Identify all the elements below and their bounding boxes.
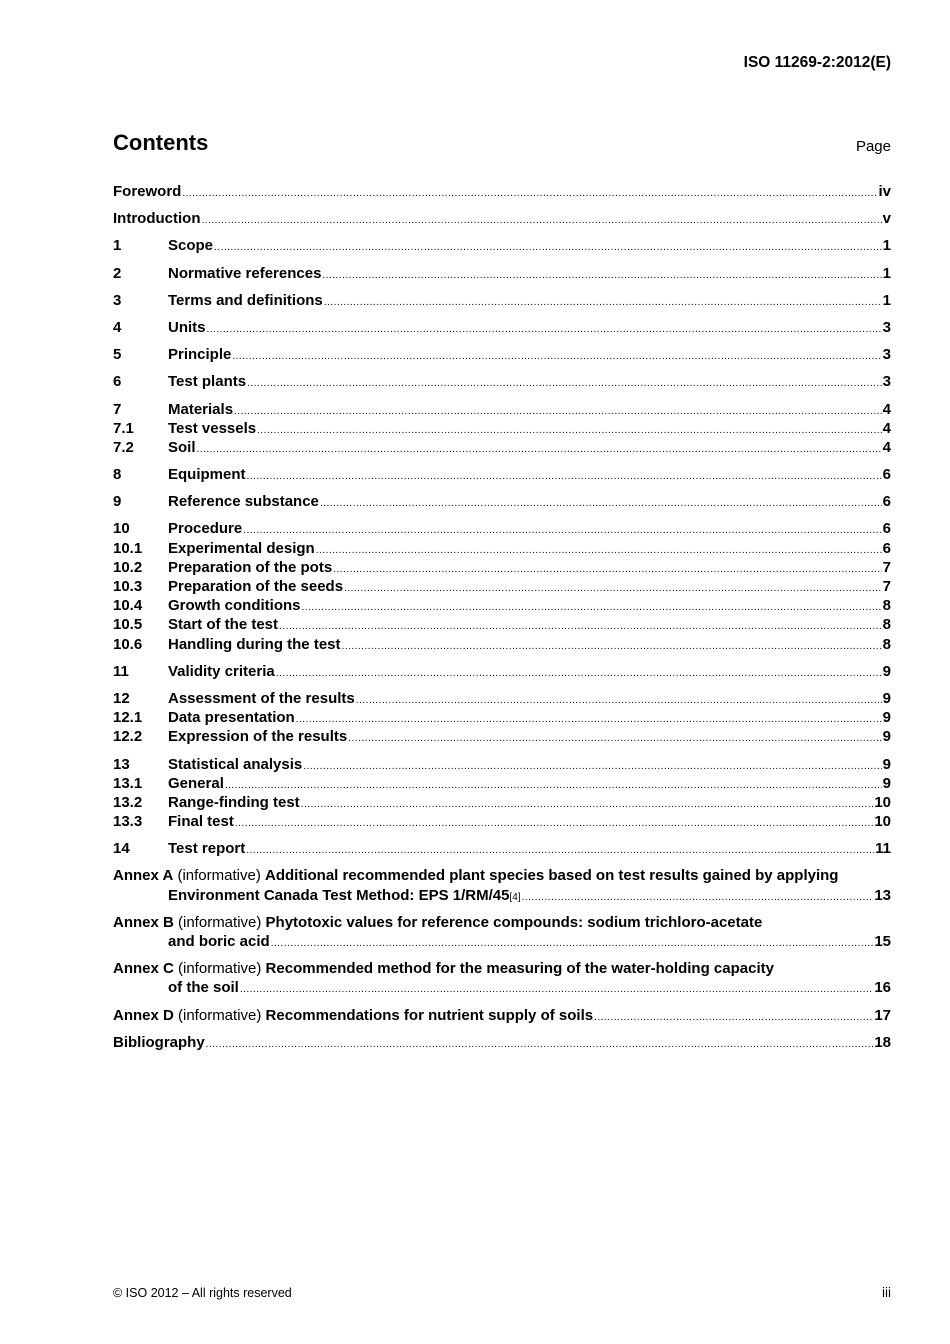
toc-group xyxy=(113,372,891,391)
toc-group xyxy=(113,400,891,458)
toc-entry-page: 11 xyxy=(875,840,891,858)
toc-leader-dots xyxy=(206,1035,874,1054)
annex-title-line xyxy=(113,866,891,885)
toc-entry[interactable] xyxy=(113,755,891,774)
toc-entry-number: 7 xyxy=(113,400,122,418)
toc-annex[interactable] xyxy=(113,959,891,997)
toc-entry-page: 16 xyxy=(874,979,891,997)
toc-entry-label: Preparation of the pots xyxy=(168,558,333,576)
toc-entry-page: 9 xyxy=(882,689,891,707)
toc-entry-page: 7 xyxy=(882,578,891,595)
annex-prefix: Annex B xyxy=(113,913,174,931)
annex-prefix: Annex A xyxy=(113,867,174,885)
toc-entry[interactable] xyxy=(113,727,891,746)
toc-leader-dots xyxy=(320,494,882,513)
annex-title-continued: and boric acid xyxy=(168,933,270,950)
toc-entry-number: 10.5 xyxy=(113,616,143,634)
toc-entry-label: Test vessels xyxy=(168,419,257,437)
annex-title: Phytotoxic values for reference compounds: sodium trichloro-acetate xyxy=(265,913,763,931)
toc-entry[interactable] xyxy=(113,615,891,634)
toc-leader-dots xyxy=(201,211,881,230)
toc-entry-page: 13 xyxy=(874,886,891,904)
toc-entry[interactable] xyxy=(113,419,891,438)
annex-title-line xyxy=(113,1006,891,1025)
toc-entry-page: 18 xyxy=(874,1033,891,1051)
toc-entry[interactable] xyxy=(113,662,891,681)
toc-group xyxy=(113,519,891,653)
toc-entry[interactable] xyxy=(113,689,891,708)
toc-leader-dots xyxy=(235,814,873,833)
annex-informative-note: (informative) xyxy=(178,913,262,931)
toc-leader-dots xyxy=(182,184,877,203)
toc-entry[interactable] xyxy=(113,438,891,457)
toc-leader-dots xyxy=(301,795,874,814)
toc-entry[interactable] xyxy=(113,774,891,793)
toc-annex[interactable] xyxy=(113,1006,891,1025)
toc-leader-dots xyxy=(240,980,873,999)
toc-entry[interactable] xyxy=(113,236,891,255)
toc-entry-number: 3 xyxy=(113,291,122,309)
toc-entry-label: Principle xyxy=(168,346,232,364)
toc-entry[interactable] xyxy=(113,209,891,228)
toc-leader-dots xyxy=(197,440,882,459)
toc-entry-label: Foreword xyxy=(113,183,182,200)
toc-entry-number: 13.2 xyxy=(113,793,143,811)
annex-title-continued: of the soil xyxy=(168,979,239,997)
toc-entry-page: 6 xyxy=(882,539,891,557)
toc-entry-label: Range-finding test xyxy=(168,793,300,811)
toc-entry[interactable] xyxy=(113,372,891,391)
toc-entry-label: Statistical analysis xyxy=(168,755,303,773)
footer-copyright: © ISO 2012 – All rights reserved xyxy=(113,1286,292,1300)
toc-entry-page: 4 xyxy=(882,438,891,456)
toc-group xyxy=(113,264,891,283)
toc-entry-page: 9 xyxy=(882,728,891,746)
toc-entry[interactable] xyxy=(113,400,891,419)
toc-entry-label: Introduction xyxy=(113,210,201,228)
toc-entry-page: 17 xyxy=(874,1006,891,1024)
annex-prefix: Annex D xyxy=(113,1006,174,1024)
toc-group xyxy=(113,839,891,858)
toc-leader-dots xyxy=(322,266,881,285)
toc-entry-page: 8 xyxy=(882,635,891,653)
toc-entry-label: Materials xyxy=(168,400,234,418)
toc-leader-dots xyxy=(214,238,882,257)
toc-entry-label: Growth conditions xyxy=(168,597,301,615)
toc-entry-page: 9 xyxy=(882,774,891,792)
annex-prefix: Annex C xyxy=(113,960,174,978)
toc-leader-dots xyxy=(207,320,882,339)
table-of-contents xyxy=(113,182,891,1060)
toc-entry-page: 4 xyxy=(882,400,891,418)
toc-entry-number: 13.1 xyxy=(113,774,143,792)
toc-annex[interactable] xyxy=(113,913,891,951)
toc-entry-label: Normative references xyxy=(168,264,322,282)
page-title: Contents xyxy=(113,130,209,155)
toc-group xyxy=(113,492,891,511)
toc-leader-dots xyxy=(232,347,881,366)
toc-leader-dots xyxy=(247,374,882,393)
toc-entry-page: iv xyxy=(878,183,891,200)
annex-title-line xyxy=(113,959,891,978)
toc-entry-page: 6 xyxy=(882,466,891,484)
toc-entry-number: 13.3 xyxy=(113,813,143,831)
toc-leader-dots xyxy=(303,757,881,776)
toc-entry-page: 6 xyxy=(882,493,891,511)
toc-leader-dots xyxy=(257,421,882,440)
toc-entry-number: 11 xyxy=(113,662,129,680)
toc-entry-page: 1 xyxy=(882,264,891,282)
toc-leader-dots xyxy=(324,293,882,312)
toc-entry-number: 10.4 xyxy=(113,597,143,615)
toc-entry-label: Reference substance xyxy=(168,493,319,511)
document-id: ISO 11269-2:2012(E) xyxy=(743,54,891,71)
toc-entry[interactable] xyxy=(113,264,891,283)
toc-group xyxy=(113,318,891,337)
footer-page-number: iii xyxy=(882,1285,891,1300)
toc-entry[interactable] xyxy=(113,635,891,654)
toc-entry-number: 2 xyxy=(113,264,122,282)
toc-group xyxy=(113,689,891,747)
toc-leader-dots xyxy=(356,691,882,710)
toc-entry-page: 1 xyxy=(882,291,891,309)
toc-entry-page: 10 xyxy=(874,813,891,831)
toc-entry-page: 4 xyxy=(882,419,891,437)
toc-entry-number: 13 xyxy=(113,755,130,773)
toc-entry-page: 9 xyxy=(882,755,891,773)
toc-group xyxy=(113,1033,891,1052)
toc-leader-dots xyxy=(522,888,874,907)
toc-entry-page: 1 xyxy=(882,237,891,255)
toc-entry-label: Experimental design xyxy=(168,539,315,557)
toc-leader-dots xyxy=(316,541,882,560)
toc-entry-page: 9 xyxy=(882,709,891,727)
toc-entry[interactable] xyxy=(113,558,891,577)
toc-entry-label: Bibliography xyxy=(113,1033,205,1051)
toc-entry[interactable] xyxy=(113,492,891,511)
toc-entry-page: 15 xyxy=(874,933,891,950)
toc-entry-label: Terms and definitions xyxy=(168,291,323,309)
toc-entry-label: Soil xyxy=(168,438,196,456)
toc-entry-number: 10.2 xyxy=(113,558,143,576)
annex-informative-note: (informative) xyxy=(178,960,262,978)
toc-leader-dots xyxy=(246,841,874,860)
annex-title-line xyxy=(113,913,891,932)
toc-entry-bibliography[interactable] xyxy=(113,1033,891,1052)
annex-title-line: Environment Canada Test Method: EPS 1/RM/45 [4] ..... 13 xyxy=(113,886,891,905)
toc-entry-label: Equipment xyxy=(168,466,246,484)
toc-leader-dots xyxy=(247,467,882,486)
toc-entry-label: Validity criteria xyxy=(168,662,275,680)
toc-entry-label: General xyxy=(168,774,224,792)
toc-entry[interactable] xyxy=(113,465,891,484)
toc-entry[interactable] xyxy=(113,577,891,596)
toc-entry-page: 8 xyxy=(882,616,891,634)
page-column-label: Page xyxy=(855,138,891,155)
toc-leader-dots xyxy=(594,1008,873,1027)
toc-entry[interactable] xyxy=(113,812,891,831)
toc-entry[interactable] xyxy=(113,839,891,858)
annex-title-line xyxy=(113,932,891,951)
toc-entry[interactable] xyxy=(113,318,891,337)
toc-group xyxy=(113,182,891,201)
toc-group xyxy=(113,236,891,255)
toc-entry[interactable] xyxy=(113,182,891,201)
toc-entry-label: Preparation of the seeds xyxy=(168,578,344,595)
toc-leader-dots xyxy=(333,560,881,579)
annex-informative-note: (informative) xyxy=(177,867,261,885)
annex-title: Recommendations for nutrient supply of soils xyxy=(265,1006,594,1024)
toc-entry[interactable] xyxy=(113,345,891,364)
toc-entry-label: Start of the test xyxy=(168,616,279,634)
toc-leader-dots xyxy=(225,776,882,795)
toc-entry-number: 12.1 xyxy=(113,709,143,727)
toc-entry[interactable] xyxy=(113,708,891,727)
toc-group xyxy=(113,662,891,681)
toc-entry-page: 3 xyxy=(882,346,891,364)
toc-entry-number: 1 xyxy=(113,237,122,255)
toc-entry-label: Scope xyxy=(168,237,214,255)
toc-leader-dots xyxy=(279,617,882,636)
toc-entry-number: 10 xyxy=(113,520,130,538)
toc-group xyxy=(113,209,891,228)
toc-group xyxy=(113,465,891,484)
toc-entry-number: 6 xyxy=(113,373,122,391)
toc-entry[interactable] xyxy=(113,793,891,812)
toc-leader-dots xyxy=(296,710,882,729)
toc-leader-dots xyxy=(276,664,882,683)
toc-entry-label: Procedure xyxy=(168,520,243,538)
toc-group xyxy=(113,755,891,832)
toc-entry-number: 7.2 xyxy=(113,438,134,456)
toc-leader-dots xyxy=(243,521,881,540)
toc-entry-number: 10.3 xyxy=(113,578,143,595)
toc-annex[interactable] xyxy=(113,866,891,904)
toc-entry-page: 10 xyxy=(874,793,891,811)
toc-entry[interactable] xyxy=(113,291,891,310)
toc-entry-page: 3 xyxy=(882,318,891,336)
toc-group xyxy=(113,345,891,364)
toc-leader-dots xyxy=(302,598,882,617)
toc-entry-number: 10.6 xyxy=(113,635,143,653)
toc-leader-dots xyxy=(271,934,874,953)
toc-entry[interactable] xyxy=(113,539,891,558)
annex-title-line xyxy=(113,978,891,997)
toc-leader-dots xyxy=(234,402,882,421)
toc-entry-label: Units xyxy=(168,318,206,336)
toc-entry-number: 12.2 xyxy=(113,728,143,746)
toc-entry-label: Handling during the test xyxy=(168,635,341,653)
toc-entry-page: 6 xyxy=(882,520,891,538)
toc-entry-number: 7.1 xyxy=(113,419,134,437)
toc-entry-page: v xyxy=(882,210,891,228)
toc-entry[interactable] xyxy=(113,519,891,538)
toc-entry[interactable] xyxy=(113,596,891,615)
annex-title: Additional recommended plant species based on test results gained by applying xyxy=(265,867,839,885)
annex-title: Recommended method for the measuring of the water-holding capacity xyxy=(265,960,774,978)
toc-entry-label: Final test xyxy=(168,813,234,831)
toc-leader-dots xyxy=(348,729,881,748)
toc-entry-label: Data presentation xyxy=(168,709,295,727)
toc-entry-label: Test plants xyxy=(168,373,247,391)
toc-entry-number: 12 xyxy=(113,689,130,707)
toc-entry-number: 9 xyxy=(113,493,122,511)
toc-entry-label: Assessment of the results xyxy=(168,689,355,707)
toc-entry-label: Expression of the results xyxy=(168,728,348,746)
toc-leader-dots xyxy=(344,579,882,598)
toc-group xyxy=(113,291,891,310)
toc-entry-label: Test report xyxy=(168,840,246,858)
toc-entry-number: 8 xyxy=(113,466,122,484)
annex-title-continued: Environment Canada Test Method: EPS 1/RM/45 xyxy=(168,886,510,904)
toc-entry-number: 5 xyxy=(113,346,122,364)
toc-entry-page: 9 xyxy=(882,662,891,680)
toc-entry-page: 7 xyxy=(882,558,891,576)
toc-leader-dots xyxy=(342,637,882,656)
annex-informative-note: (informative) xyxy=(178,1006,262,1024)
toc-entry-number: 14 xyxy=(113,840,130,858)
toc-entry-number: 4 xyxy=(113,318,122,336)
toc-entry-number: 10.1 xyxy=(113,539,143,557)
toc-entry-page: 8 xyxy=(882,597,891,615)
toc-entry-page: 3 xyxy=(882,373,891,391)
